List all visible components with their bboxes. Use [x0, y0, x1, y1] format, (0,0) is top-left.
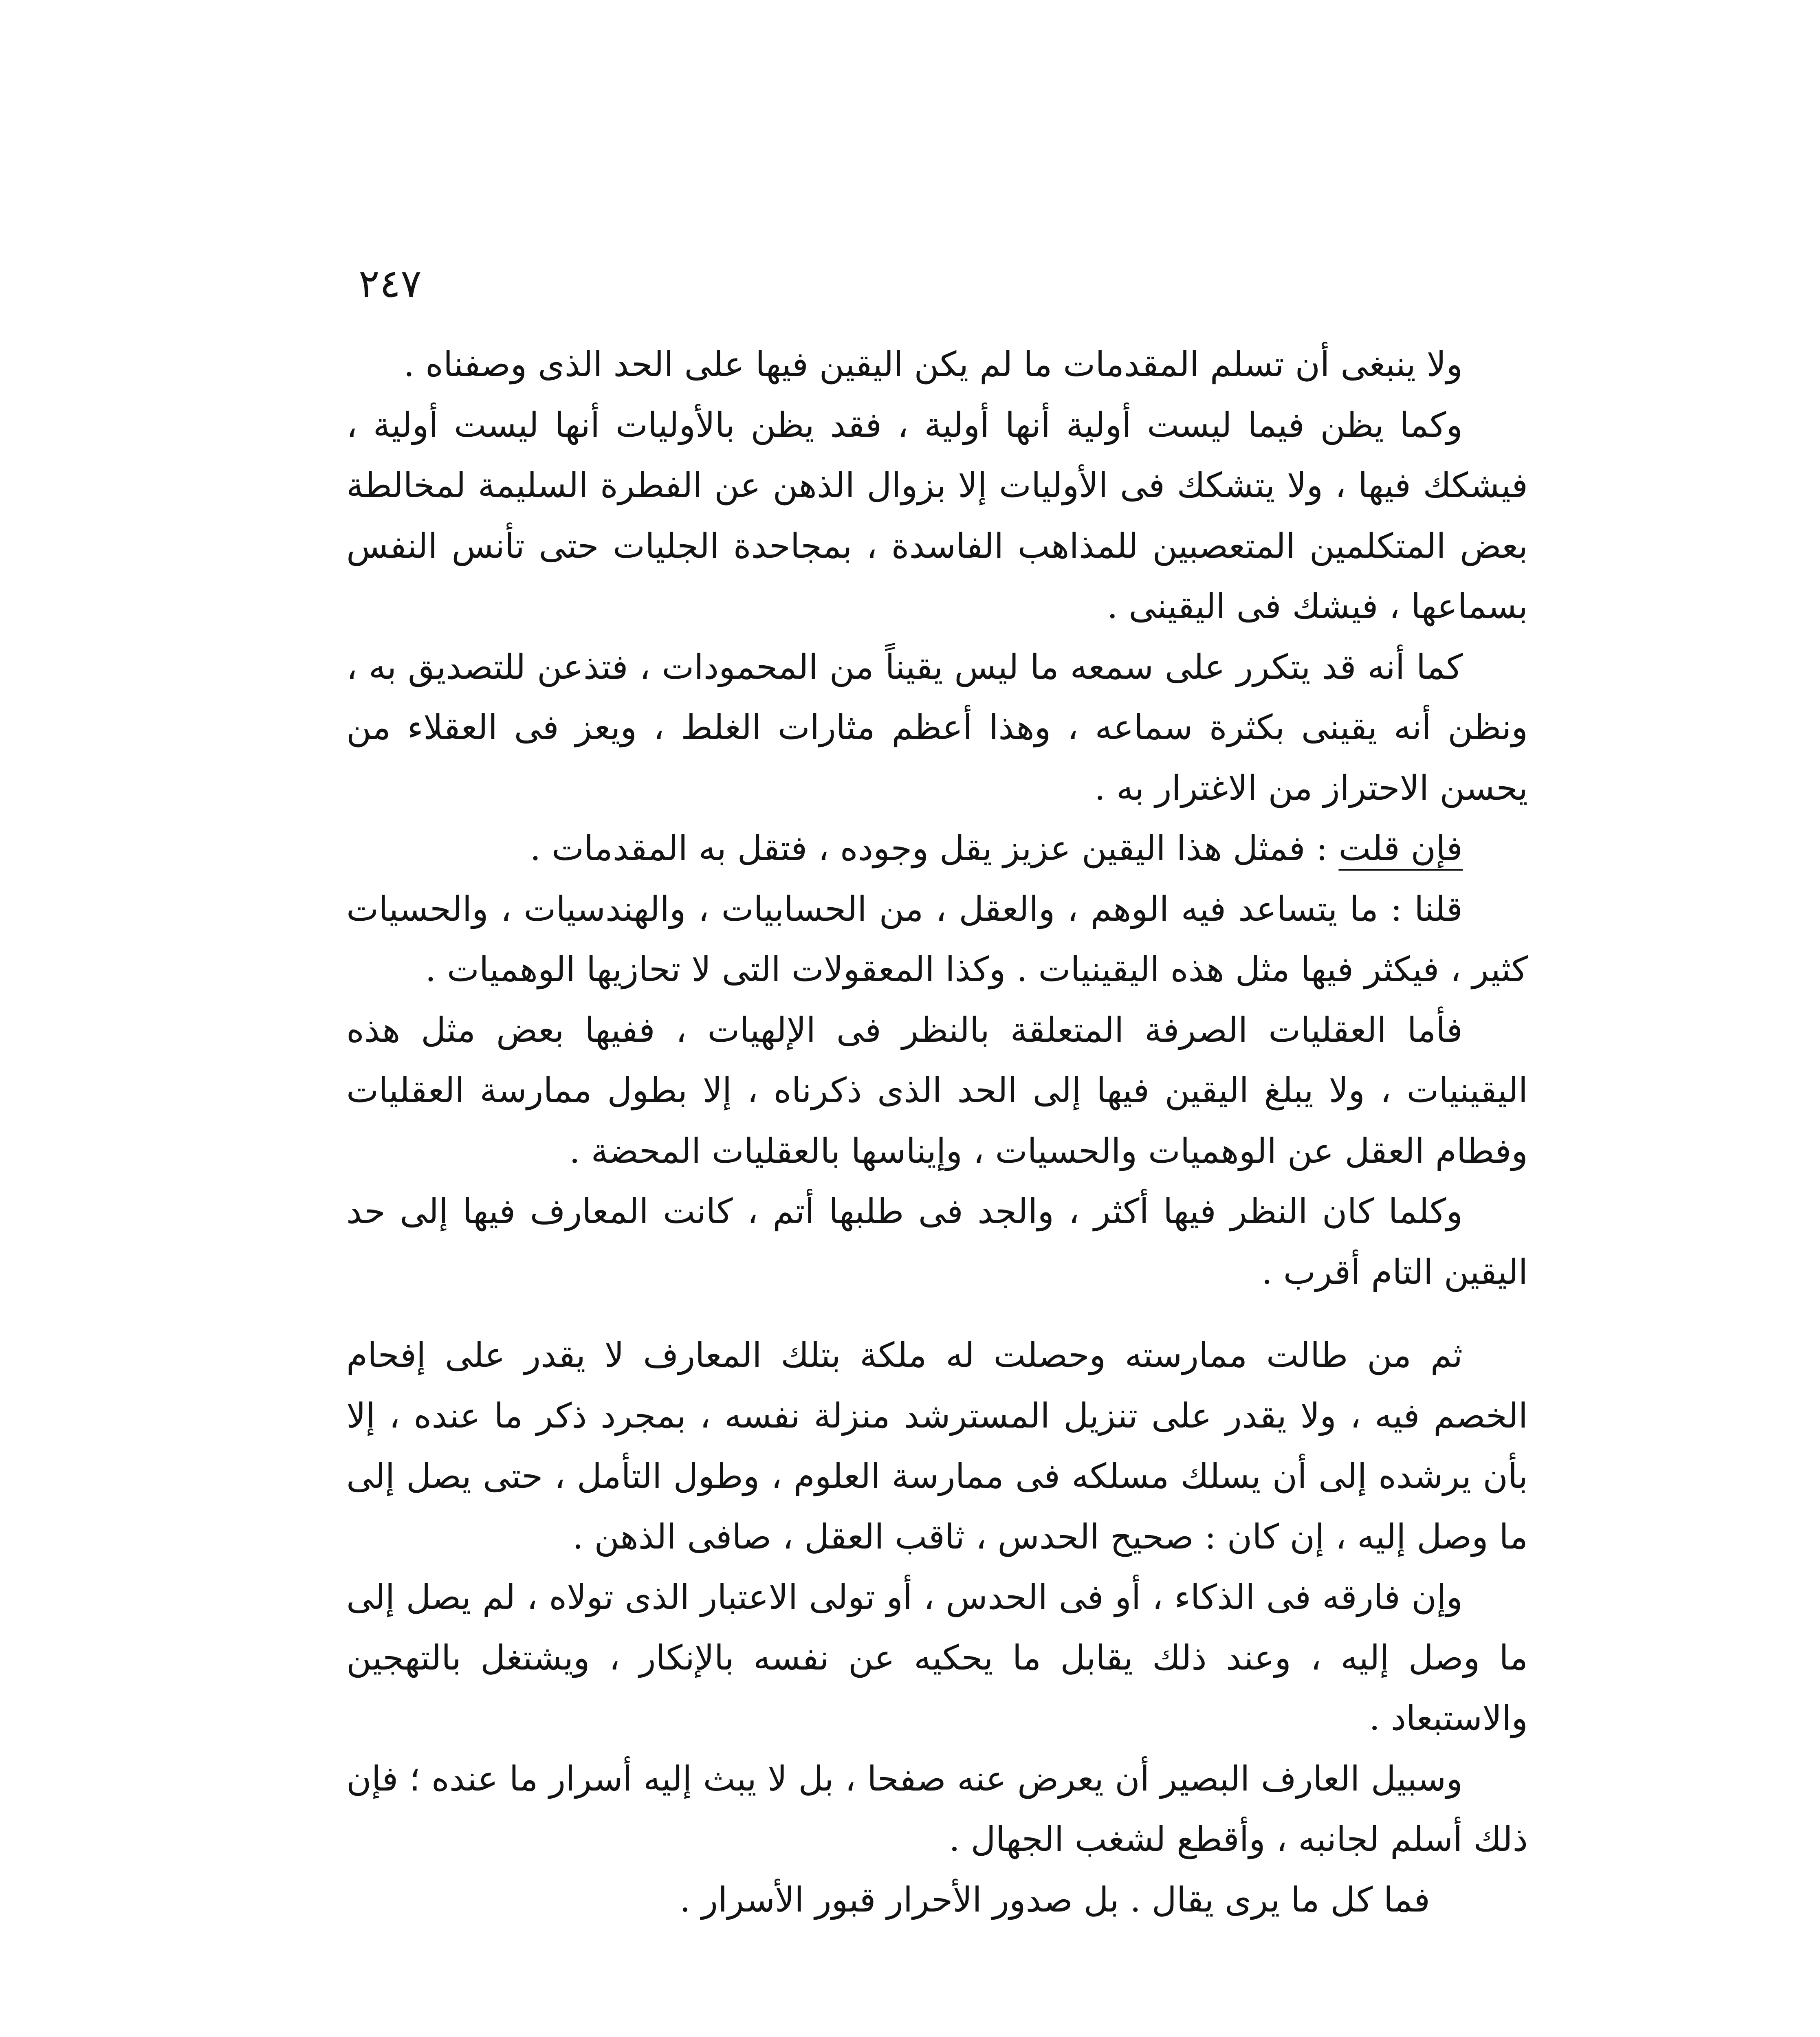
paragraph-2: وكما يظن فيما ليست أولية أنها أولية ، فقد يظن بالأوليات أنها ليست أولية ، فيشكك فيها ، ولا يتشكك فى الأوليات إلا بزوال الذهن عن الفطرة السليمة لمخالطة بعض المتكلمين المتعصبين للمذاهب الفاسدة ، بمجاحدة الجليات حتى تأنس النفس بسماعها ، فيشك فى اليقينى . [346, 405, 1528, 626]
paragraph-1: ولا ينبغى أن تسلم المقدمات ما لم يكن اليقين فيها على الحد الذى وصفناه . [403, 344, 1463, 384]
paragraph-6: فأما العقليات الصرفة المتعلقة بالنظر فى الإلهيات ، ففيها بعض مثل هذه اليقينيات ، ولا يبلغ اليقين فيها إلى الحد الذى ذكرناه ، إلا بطول ممارسة العقليات وفطام العقل عن الوهميات والحسيات ، وإيناسها بالعقليات المحضة . [346, 1010, 1528, 1171]
paragraph-4: فإن قلت : فمثل هذا اليقين عزيز يقل وجوده ، فتقل به المقدمات . [530, 828, 1463, 868]
paragraph-9: وإن فارقه فى الذكاء ، أو فى الحدس ، أو تولى الاعتبار الذى تولاه ، لم يصل إلى ما وصل إليه ، وعند ذلك يقابل ما يحكيه عن نفسه بالإنكار ، ويشتغل بالتهجين والاستبعاد . [346, 1577, 1528, 1738]
closing-verse: فما كل ما يرى يقال . بل صدور الأحرار قبور الأسرار . [680, 1879, 1430, 1920]
paragraph-10: وسبيل العارف البصير أن يعرض عنه صفحا ، بل لا يبث إليه أسرار ما عنده ؛ فإن ذلك أسلم لجانبه ، وأقطع لشغب الجهال . [346, 1758, 1528, 1859]
page-number: ٢٤٧ [359, 261, 422, 306]
paragraph-3: كما أنه قد يتكرر على سمعه ما ليس يقيناً من المحمودات ، فتذعن للتصديق به ، ونظن أنه يقينى بكثرة سماعه ، وهذا أعظم مثارات الغلط ، ويعز فى العقلاء من يحسن الاحتراز من الاغترار به . [346, 647, 1528, 808]
paragraph-5: قلنا : ما يتساعد فيه الوهم ، والعقل ، من الحسابيات ، والهندسيات ، والحسيات كثير ، فيكثر فيها مثل هذه اليقينيات . وكذا المعقولات التى لا تحازيها الوهميات . [346, 889, 1528, 989]
question-label: فإن قلت [1338, 828, 1463, 868]
paragraph-7: وكلما كان النظر فيها أكثر ، والجد فى طلبها أتم ، كانت المعارف فيها إلى حد اليقين التام أقرب . [346, 1191, 1528, 1292]
body-text [346, 334, 1528, 1930]
paragraph-8: ثم من طالت ممارسته وحصلت له ملكة بتلك المعارف لا يقدر على إفحام الخصم فيه ، ولا يقدر على تنزيل المسترشد منزلة نفسه ، بمجرد ذكر ما عنده ، إلا بأن يرشده إلى أن يسلك مسلكه فى ممارسة العلوم ، وطول التأمل ، حتى يصل إلى ما وصل إليه ، إن كان : صحيح الحدس ، ثاقب العقل ، صافى الذهن . [346, 1335, 1528, 1557]
